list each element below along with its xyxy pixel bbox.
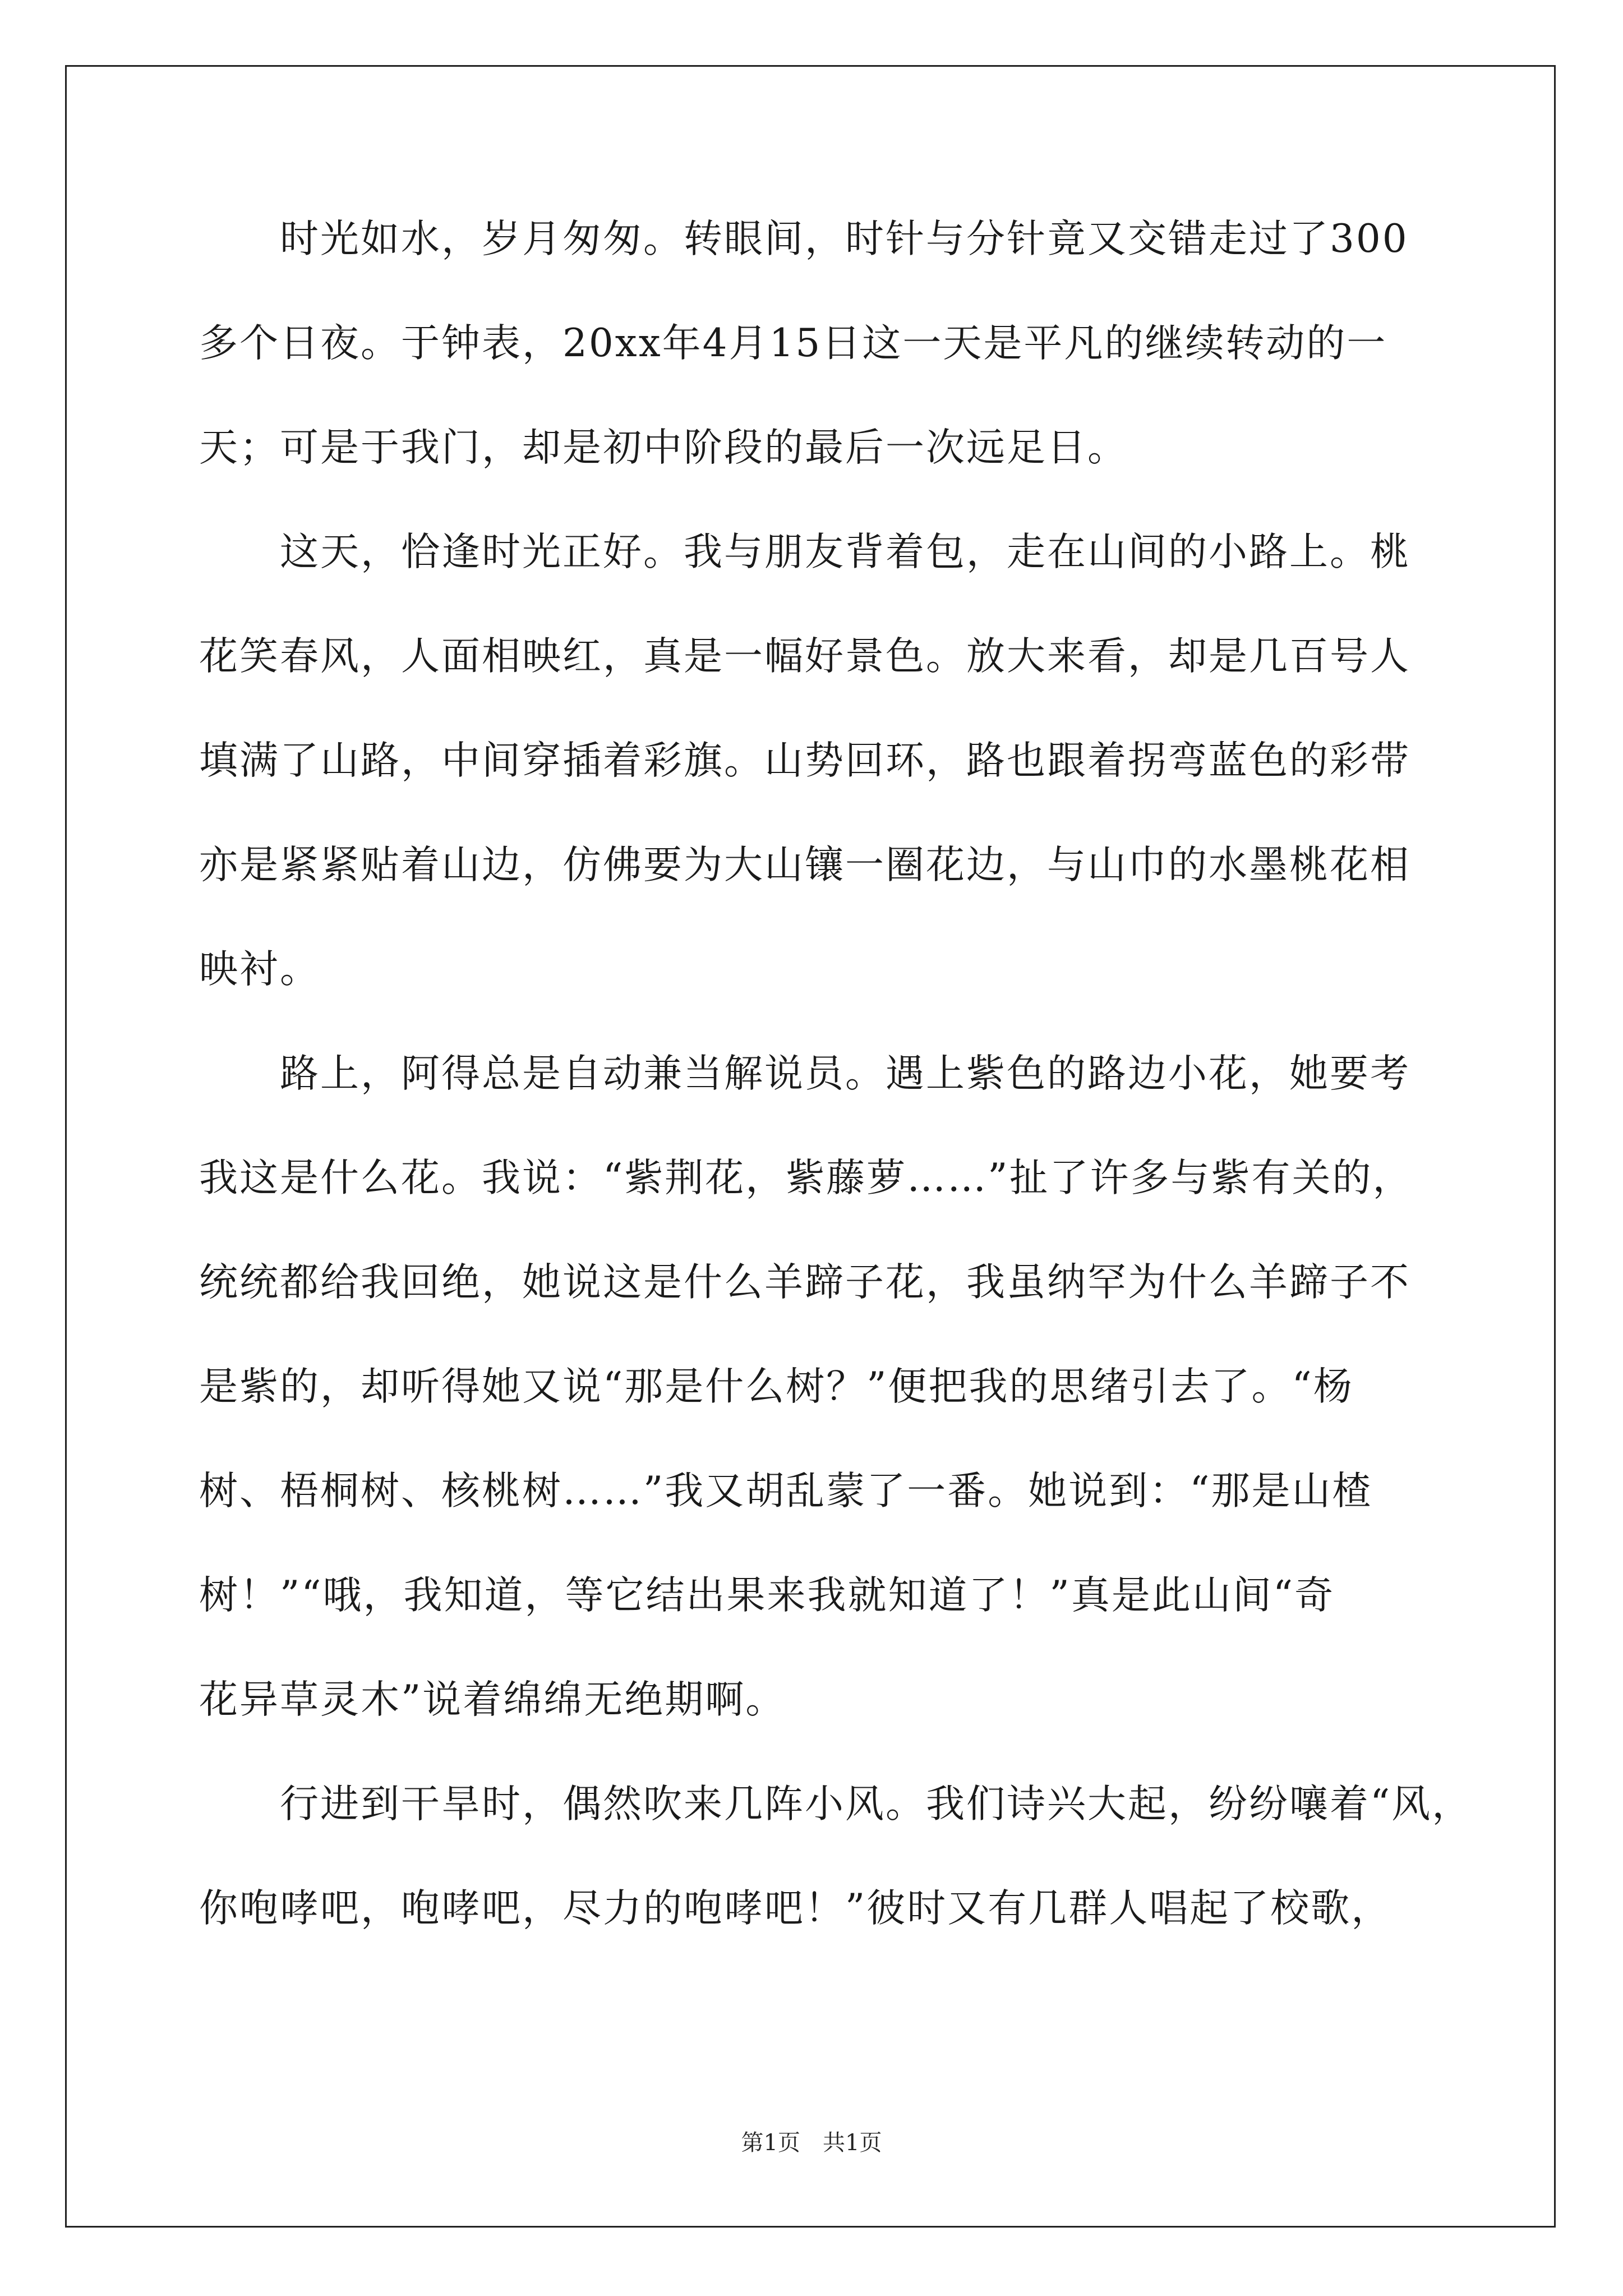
text-line: 路上，阿得总是自动兼当解说员。遇上紫色的路边小花，她要考: [199, 1051, 1410, 1096]
text-line: 是紫的，却听得她又说“那是什么树？”便把我的思绪引去了。“杨: [199, 1364, 1354, 1409]
text-line: 行进到干旱时，偶然吹来几阵小风。我们诗兴大起，纷纷嚷着“风，: [199, 1782, 1473, 1826]
text-line: 时光如水，岁月匆匆。转眼间，时针与分针竟又交错走过了300: [199, 217, 1409, 261]
text-line: 映衬。: [199, 947, 320, 992]
text-line: 多个日夜。于钟表，20xx年4月15日这一天是平凡的继续转动的一: [199, 321, 1387, 366]
text-line: 这天，恰逢时光正好。我与朋友背着包，走在山间的小路上。桃: [199, 530, 1410, 574]
text-line: 天；可是于我门，却是初中阶段的最后一次远足日。: [199, 425, 1128, 470]
text-line: 树、梧桐树、核桃树……”我又胡乱蒙了一番。她说到：“那是山楂: [199, 1469, 1373, 1513]
text-line: 树！”“哦，我知道，等它结出果来我就知道了！”真是此山间“奇: [199, 1573, 1335, 1618]
page-number-footer: 第1页 共1页: [741, 2130, 882, 2156]
text-line: 亦是紧紧贴着山边，仿佛要为大山镶一圈花边，与山巾的水墨桃花相: [199, 843, 1410, 887]
text-line: 你咆哮吧，咆哮吧，尽力的咆哮吧！”彼时又有几群人唱起了校歌，: [199, 1886, 1392, 1931]
text-line: 填满了山路，中间穿插着彩旗。山势回环，路也跟着拐弯蓝色的彩带: [199, 738, 1410, 783]
text-line: 我这是什么花。我说：“紫荆花，紫藤萝……”扯了许多与紫有关的，: [199, 1156, 1413, 1200]
text-line: 花异草灵木”说着绵绵无绝期啊。: [199, 1677, 786, 1722]
text-line: 统统都给我回绝，她说这是什么羊蹄子花，我虽纳罕为什么羊蹄子不: [199, 1260, 1410, 1305]
text-line: 花笑春风，人面相映红，真是一幅好景色。放大来看，却是几百号人: [199, 634, 1410, 679]
